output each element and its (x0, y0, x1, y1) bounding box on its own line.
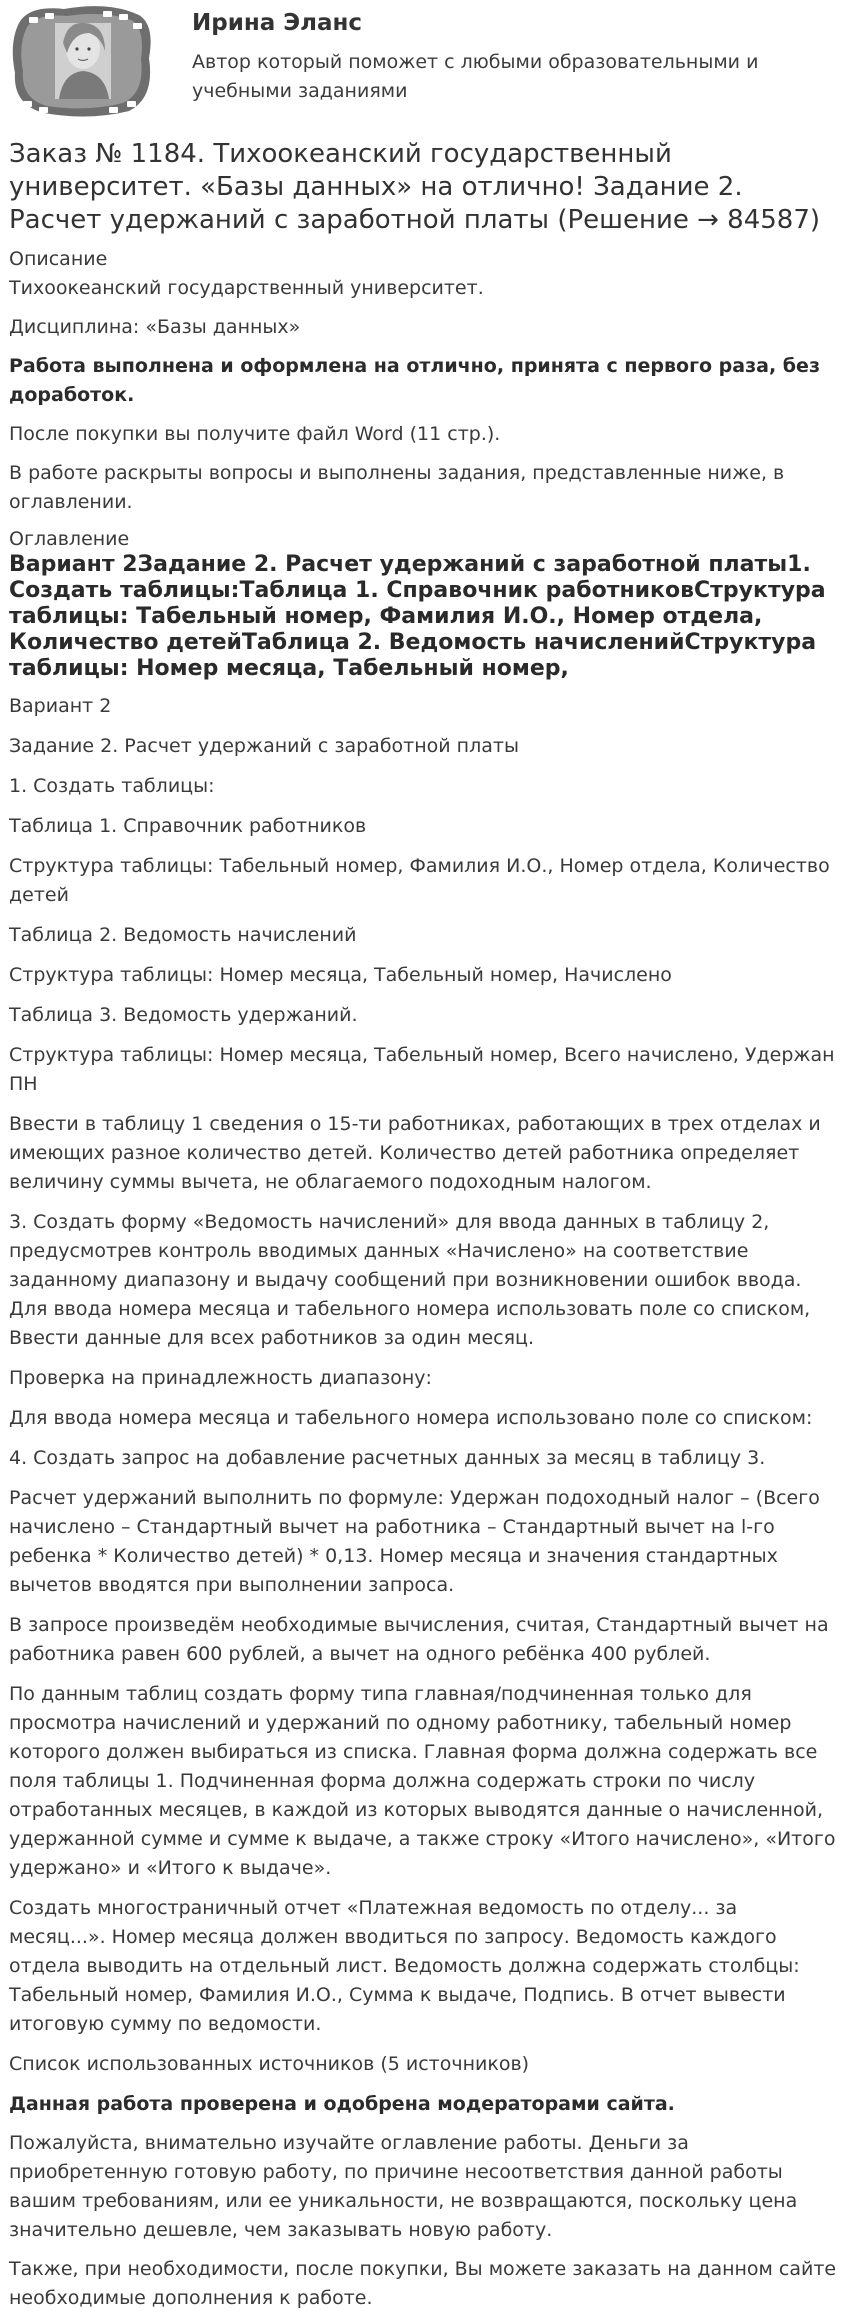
description-discipline: Дисциплина: «Базы данных» (9, 316, 301, 338)
author-avatar (9, 3, 155, 118)
description-file-note: После покупки вы получите файл Word (11 стр.). (9, 423, 501, 445)
moderated-note: Данная работа проверена и одобрена модераторами сайта. (9, 2093, 675, 2115)
author-description: Автор который поможет с любыми образовательными и учебными заданиями (192, 51, 759, 102)
refund-note: Пожалуйста, внимательно изучайте оглавление работы. Деньги за приобретенную готовую работу, по причине несоответствия данной работы вашим требованиям, или ее уникальности, не возвращаются, поскольку цена значительно дешевле, чем заказывать новую работу. (9, 2132, 798, 2241)
addon-note: Также, при необходимости, после покупки, Вы можете заказать на данном сайте необходимые дополнения к работе. (9, 2258, 837, 2309)
description-university: Тихоокеанский государственный университет. (9, 277, 484, 299)
toc-paragraph: По данным таблиц создать форму типа главная/подчиненная только для просмотра начислений и удержаний по одному работнику, табельный номер которого должен выбираться из списка. Главная форма должна содержать все поля таблицы 1. Подчиненная форма должна содержать строки по числу отработанных месяцев, в каждой из которых выводятся данные о начисленной, удержанной сумме и сумме к выдаче, а также строку «Итого начислено», «Итого удержано» и «Итого к выдаче». (9, 1683, 836, 1879)
order-title: Заказ № 1184. Тихоокеанский государственный университет. «Базы данных» на отлично! Задание 2. Расчет удержаний с заработной платы (Решение → 84587) (9, 139, 821, 235)
toc-paragraph: Вариант 2 (9, 695, 112, 717)
author-card (9, 0, 837, 122)
toc-label: Оглавление (9, 528, 130, 550)
toc-paragraph: 4. Создать запрос на добавление расчетных данных за месяц в таблицу 3. (9, 1447, 766, 1469)
toc-paragraph: Таблица 2. Ведомость начислений (9, 924, 357, 946)
author-name[interactable]: Ирина Эланс (192, 10, 363, 36)
toc-paragraph: В запросе произведём необходимые вычисления, считая, Стандартный вычет на работника равен 600 рублей, а вычет на одного ребёнка 400 рублей. (9, 1614, 829, 1665)
toc-paragraph: Структура таблицы: Номер месяца, Табельный номер, Начислено (9, 964, 672, 986)
toc-paragraph: 1. Создать таблицы: (9, 775, 215, 797)
toc-paragraph: Проверка на принадлежность диапазону: (9, 1367, 432, 1389)
toc-paragraph: Структура таблицы: Табельный номер, Фамилия И.О., Номер отдела, Количество детей (9, 855, 830, 906)
toc-paragraph: Таблица 3. Ведомость удержаний. (9, 1004, 358, 1026)
toc-paragraph: Структура таблицы: Номер месяца, Табельный номер, Всего начислено, Удержан ПН (9, 1044, 835, 1095)
toc-paragraph: Создать многостраничный отчет «Платежная ведомость по отделу... за месяц...». Номер месяца должен вводиться по запросу. Ведомость каждого отдела выводить на отдельный лист. Ведомость должна содержать столбцы: Табельный номер, Фамилия И.О., Сумма к выдаче, Подпись. В отчет вывести итоговую сумму по ведомости. (9, 1897, 800, 2035)
sources-count: Список использованных источников (5 источников) (9, 2053, 530, 2075)
description-label: Описание (9, 248, 108, 270)
description-quality-note: Работа выполнена и оформлена на отлично, принята с первого раза, без доработок. (9, 355, 820, 406)
toc-paragraph: 3. Создать форму «Ведомость начислений» для ввода данных в таблицу 2, предусмотрев контроль вводимых данных «Начислено» на соответствие заданному диапазону и выдачу сообщений при возникновении ошибок ввода. Для ввода номера месяца и табельного номера использовать поле со списком, Ввести данные для всех работников за один месяц. (9, 1211, 811, 1349)
description-contents-note: В работе раскрыты вопросы и выполнены задания, представленные ниже, в оглавлении. (9, 462, 785, 513)
toc-paragraph: Для ввода номера месяца и табельного номера использовано поле со списком: (9, 1407, 813, 1429)
toc-paragraph: Таблица 1. Справочник работников (9, 815, 367, 837)
toc-paragraph: Задание 2. Расчет удержаний с заработной платы (9, 735, 519, 757)
toc-paragraph: Ввести в таблицу 1 сведения о 15-ти работниках, работающих в трех отделах и имеющих разное количество детей. Количество детей работника определяет величину суммы вычета, не облагаемого подоходным налогом. (9, 1113, 821, 1193)
toc-paragraph: Расчет удержаний выполнить по формуле: Удержан подоходный налог – (Всего начислено – Стандартный вычет на работника – Стандартный вычет на l-го ребенка * Количество детей) * 0,13. Номер месяца и значения стандартных вычетов вводятся при выполнении запроса. (9, 1487, 820, 1596)
toc-heading: Вариант 2Задание 2. Расчет удержаний с заработной платы1. Создать таблицы:Таблица 1. Справочник работниковСтруктура таблицы: Табельный номер, Фамилия И.О., Номер отдела, Количество детейТаблица 2. Ведомость начисленийСтруктура таблицы: Номер месяца, Табельный номер, (9, 552, 826, 681)
